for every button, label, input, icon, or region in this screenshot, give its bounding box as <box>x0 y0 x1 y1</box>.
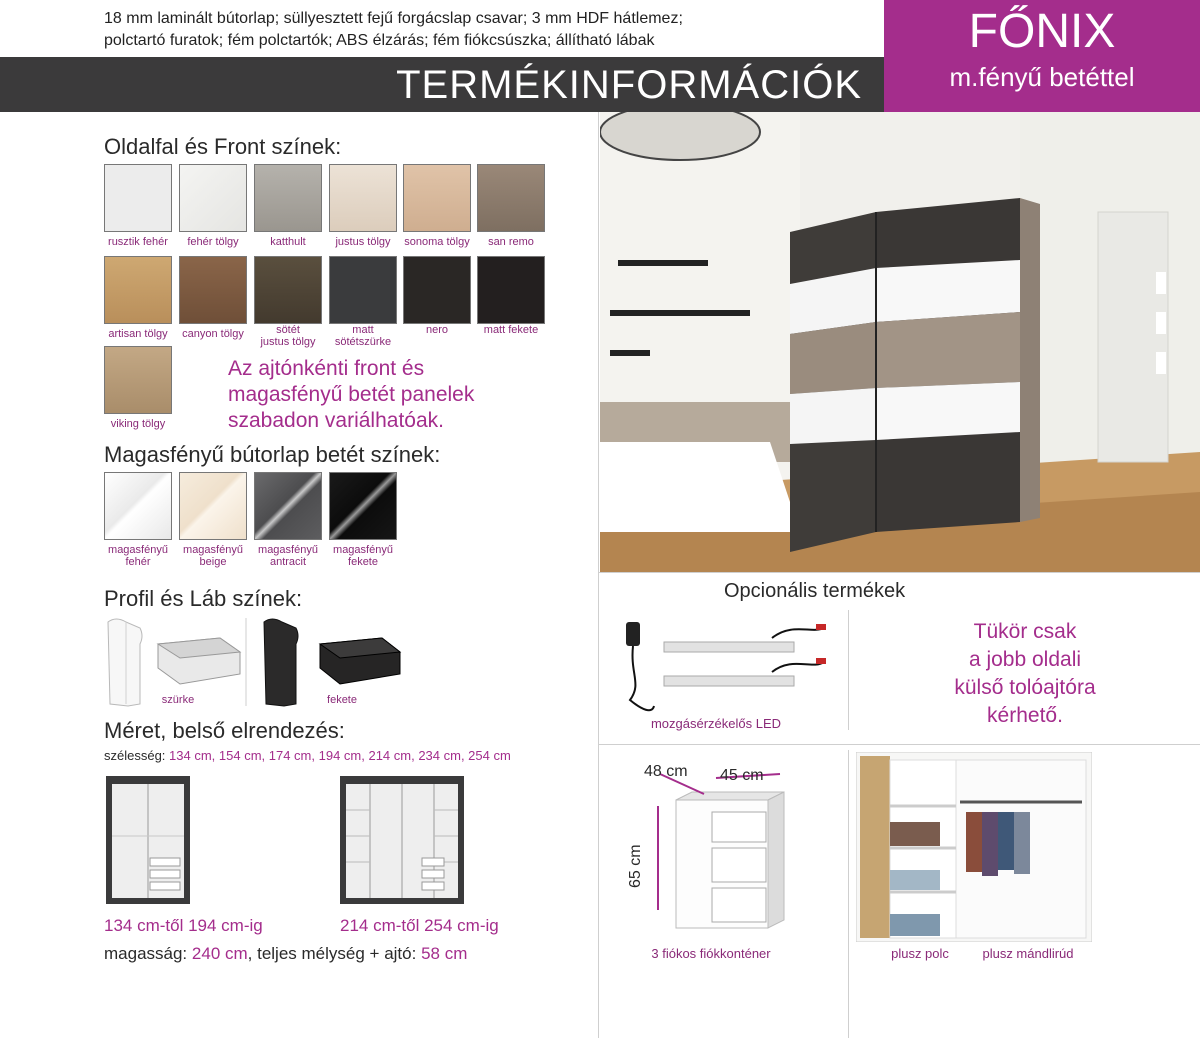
brand-subtitle: m.fényű betéttel <box>949 62 1135 92</box>
swatch-label: san remo <box>488 236 534 248</box>
swatch-label: magasfényű <box>183 544 243 556</box>
width-values: 134 cm, 154 cm, 174 cm, 194 cm, 214 cm, 234 cm, 254 cm <box>169 748 511 763</box>
swatch-katthult <box>254 164 322 232</box>
swatch-label: sötétszürke <box>334 336 392 348</box>
profile-grey-label: szürke <box>161 694 195 706</box>
drawer-inner-divider <box>848 750 849 1038</box>
swatch-canyon-tolgy <box>179 256 247 324</box>
width-key: szélesség: <box>104 748 166 763</box>
swatch-label: canyon tölgy <box>182 328 244 340</box>
spec-line-2: polctartó furatok; fém polctartók; ABS élzárás; fém fiókcsúszka; állítható lábak <box>104 32 655 49</box>
swatch-feher-tolgy <box>179 164 247 232</box>
drawer-unit <box>676 792 784 928</box>
swatch-label: matt <box>352 324 374 336</box>
depth-key: , teljes mélység + ajtó: <box>247 944 417 963</box>
swatch-label: sötét <box>276 324 300 336</box>
drawer-divider <box>598 744 1200 745</box>
dim-width: 45 cm <box>720 767 764 784</box>
width-line <box>104 748 511 763</box>
front-colors-heading: Oldalfal és Front színek: <box>104 134 342 159</box>
title-banner <box>0 57 884 112</box>
swatch-label: fekete <box>348 556 378 568</box>
mirror-note <box>860 618 1190 730</box>
led-label: mozgásérzékelős LED <box>650 716 782 731</box>
mirror-note-line: kérhető. <box>987 704 1063 727</box>
swatch-label: artisan tölgy <box>108 328 168 340</box>
main-divider <box>598 112 599 1038</box>
led-adapter <box>626 622 640 646</box>
optional-inner-divider <box>848 610 849 730</box>
swatch-san-remo <box>477 164 545 232</box>
dim-depth: 48 cm <box>644 763 688 780</box>
swatch-label: rusztik fehér <box>108 236 168 248</box>
swatch-sotet-justus-tolgy <box>254 256 322 324</box>
gloss-heading: Magasfényű bútorlap betét színek: <box>104 442 441 467</box>
swatch-sonoma-tolgy <box>403 164 471 232</box>
swatch-label: justus tölgy <box>335 236 391 248</box>
profile-heading: Profil és Láb színek: <box>104 586 303 611</box>
swatch-label: antracit <box>269 556 307 568</box>
wardrobe-small <box>106 776 190 904</box>
profile-grey <box>108 619 142 706</box>
swatch-label: magasfényű <box>108 544 168 556</box>
variation-note-line: magasfényű betét panelek <box>228 383 475 406</box>
optional-heading: Opcionális termékek <box>724 580 906 602</box>
swatch-matt-fekete <box>477 256 545 324</box>
swatch-label: viking tölgy <box>110 418 166 430</box>
mirror-note-line: külső tolóajtóra <box>954 676 1096 699</box>
profile-black-label: fekete <box>327 694 357 706</box>
spec-text <box>104 8 884 52</box>
swatch-gloss-white <box>104 472 172 540</box>
interior-rod-label: plusz mándlirúd <box>982 946 1074 961</box>
swatch-viking-tolgy <box>104 346 172 414</box>
leg-black <box>320 638 400 684</box>
swatch-artisan-tolgy <box>104 256 172 324</box>
height-key: magasság: <box>104 944 188 963</box>
small-range: 134 cm-től 194 cm-ig <box>104 916 263 935</box>
spec-line-1: 18 mm laminált bútorlap; süllyesztett fejű forgácslap csavar; 3 mm HDF hátlemez; <box>104 10 683 27</box>
wardrobe-large <box>340 776 464 904</box>
swatch-label: fehér <box>125 556 151 568</box>
height-value: 240 cm <box>191 944 248 963</box>
swatch-label: sonoma tölgy <box>404 236 470 248</box>
size-heading: Méret, belső elrendezés: <box>104 718 345 743</box>
height-depth-line <box>104 944 467 964</box>
variation-note-line: Az ajtónkénti front és <box>228 357 425 380</box>
leg-grey <box>158 638 240 684</box>
optional-divider <box>598 572 1200 573</box>
led-cable <box>630 646 654 710</box>
brand-box <box>884 0 1200 112</box>
profile-black <box>264 619 298 706</box>
wardrobe-diagrams <box>100 770 540 910</box>
interior-illustration <box>856 752 1092 942</box>
swatch-nero <box>403 256 471 324</box>
swatch-justus-tolgy <box>329 164 397 232</box>
depth-value: 58 cm <box>421 944 468 963</box>
swatch-label: beige <box>199 556 227 568</box>
large-range: 214 cm-től 254 cm-ig <box>340 916 499 935</box>
led-strip <box>664 676 794 686</box>
mirror-note-line: Tükör csak <box>973 620 1077 643</box>
swatch-label: katthult <box>270 236 306 248</box>
brand-name: FŐNIX <box>968 5 1116 58</box>
swatch-label: magasfényű <box>333 544 393 556</box>
swatch-label: justus tölgy <box>260 336 316 348</box>
swatch-gloss-antracit <box>254 472 322 540</box>
variation-note <box>228 356 588 434</box>
swatch-gloss-black <box>329 472 397 540</box>
swatch-matt-sotetszurke <box>329 256 397 324</box>
swatch-label: nero <box>425 324 449 336</box>
interior-shelf-label: plusz polc <box>891 946 949 961</box>
product-photo <box>600 112 1200 572</box>
page-title: TERMÉKINFORMÁCIÓK <box>396 63 862 107</box>
swatch-label: fehér tölgy <box>187 236 239 248</box>
drawer-illustration <box>620 750 846 940</box>
mirror-note-line: a jobb oldali <box>968 648 1082 671</box>
swatch-label: matt fekete <box>483 324 539 336</box>
dim-height: 65 cm <box>627 844 644 888</box>
swatch-rusztik-feher <box>104 164 172 232</box>
led-illustration <box>612 614 838 718</box>
led-strip <box>664 642 794 652</box>
swatch-label: magasfényű <box>258 544 318 556</box>
drawer-label: 3 fiókos fiókkonténer <box>651 946 771 961</box>
swatch-gloss-beige <box>179 472 247 540</box>
variation-note-line: szabadon variálhatóak. <box>228 409 444 432</box>
